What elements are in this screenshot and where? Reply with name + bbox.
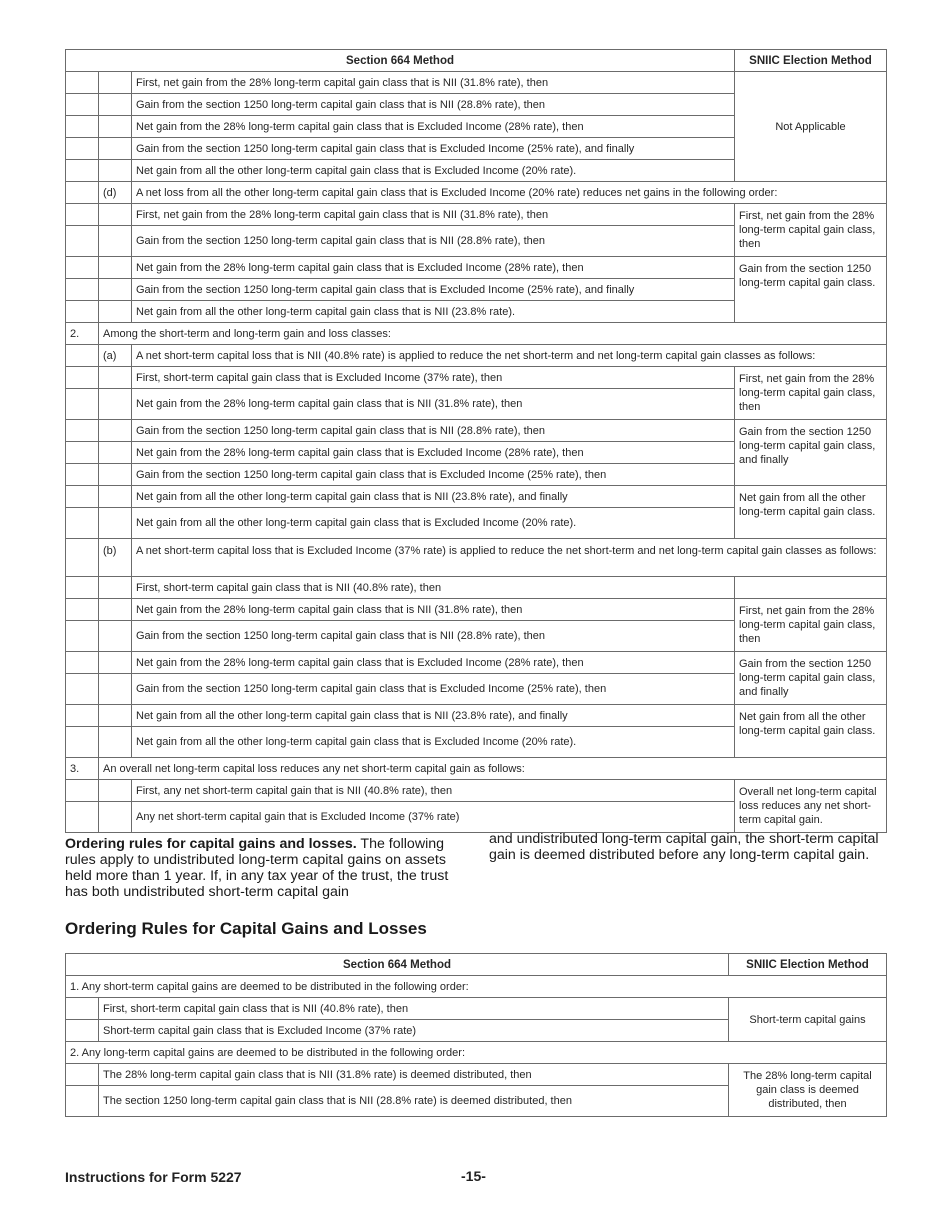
sniic-cell: Net gain from all the other long-term capital gain class. — [735, 486, 887, 539]
table-row — [66, 998, 887, 1020]
sniic-cell: First, net gain from the 28% long-term capital gain class, then — [735, 204, 887, 257]
ordering-rules-table — [65, 953, 887, 1117]
row-text: Net gain from the 28% long-term capital gain class that is NII (31.8% rate), then — [132, 599, 735, 621]
table-row — [66, 257, 887, 279]
row-text: Gain from the section 1250 long-term capital gain class that is NII (28.8% rate), then — [132, 420, 735, 442]
col-header-sniic: SNIIC Election Method — [735, 50, 887, 72]
row-text: First, net gain from the 28% long-term capital gain class that is NII (31.8% rate), then — [132, 72, 735, 94]
sniic-cell-empty — [735, 577, 887, 599]
col-header-section-664: Section 664 Method — [66, 954, 729, 976]
row-text: Gain from the section 1250 long-term capital gain class that is Excluded Income (25% rate), and finally — [132, 138, 735, 160]
row-text: The section 1250 long-term capital gain class that is NII (28.8% rate) is deemed distributed, then — [99, 1086, 729, 1117]
row-text: Net gain from the 28% long-term capital gain class that is Excluded Income (28% rate), then — [132, 442, 735, 464]
sniic-cell: First, net gain from the 28% long-term capital gain class, then — [735, 599, 887, 652]
ordering-table-continued — [65, 49, 887, 833]
row-intro: A net loss from all the other long-term capital gain class that is Excluded Income (20% rate) reduces net gains in the following order: — [132, 182, 887, 204]
row-text: Net gain from the 28% long-term capital gain class that is Excluded Income (28% rate), then — [132, 652, 735, 674]
table-row — [66, 1042, 887, 1064]
table-row — [66, 577, 887, 599]
row-text: Net gain from all the other long-term capital gain class that is NII (23.8% rate). — [132, 301, 735, 323]
row-text: Gain from the section 1250 long-term capital gain class that is Excluded Income (25% rate), then — [132, 674, 735, 705]
section-heading: Ordering Rules for Capital Gains and Losses — [65, 919, 427, 938]
row-text: First, short-term capital gain class that is NII (40.8% rate), then — [132, 577, 735, 599]
row-text: Short-term capital gain class that is Excluded Income (37% rate) — [99, 1020, 729, 1042]
row-intro: 2. Any long-term capital gains are deemed to be distributed in the following order: — [66, 1042, 887, 1064]
row-text: First, short-term capital gain class that is NII (40.8% rate), then — [99, 998, 729, 1020]
col-header-section-664: Section 664 Method — [66, 50, 735, 72]
row-text: Net gain from all the other long-term capital gain class that is Excluded Income (20% rate). — [132, 727, 735, 758]
col-header-sniic: SNIIC Election Method — [729, 954, 887, 976]
form-title: Instructions for Form 5227 — [65, 1169, 242, 1185]
sniic-cell: The 28% long-term capital gain class is deemed distributed, then — [729, 1064, 887, 1117]
row-text: Gain from the section 1250 long-term capital gain class that is NII (28.8% rate), then — [132, 226, 735, 257]
table-row — [66, 420, 887, 442]
row-text: Gain from the section 1250 long-term capital gain class that is NII (28.8% rate), then — [132, 94, 735, 116]
sniic-cell: Short-term capital gains — [729, 998, 887, 1042]
table-row — [66, 486, 887, 508]
row-text: Net gain from the 28% long-term capital gain class that is Excluded Income (28% rate), then — [132, 257, 735, 279]
row-text: Gain from the section 1250 long-term capital gain class that is Excluded Income (25% rate), and finally — [132, 279, 735, 301]
row-intro: An overall net long-term capital loss reduces any net short-term capital gain as follows: — [99, 758, 887, 780]
table-row — [66, 652, 887, 674]
table-row — [66, 367, 887, 389]
table-row — [66, 204, 887, 226]
row-text: The 28% long-term capital gain class that is NII (31.8% rate) is deemed distributed, then — [99, 1064, 729, 1086]
row-text: Net gain from all the other long-term capital gain class that is NII (23.8% rate), and finally — [132, 705, 735, 727]
row-text: Net gain from the 28% long-term capital gain class that is Excluded Income (28% rate), then — [132, 116, 735, 138]
row-text: First, any net short-term capital gain that is NII (40.8% rate), then — [132, 780, 735, 802]
item-number: 2. — [66, 323, 99, 345]
table-row — [66, 599, 887, 621]
page-number: -15- — [461, 1168, 486, 1184]
row-text: Any net short-term capital gain that is Excluded Income (37% rate) — [132, 802, 735, 833]
table-header-row — [66, 954, 887, 976]
sniic-cell: Gain from the section 1250 long-term capital gain class. — [735, 257, 887, 323]
ordering-rules-paragraph-continued: and undistributed long-term capital gain, the short-term capital gain is deemed distributed before any long-term capital gain. — [489, 831, 879, 863]
sniic-cell: First, net gain from the 28% long-term capital gain class, then — [735, 367, 887, 420]
row-text: Gain from the section 1250 long-term capital gain class that is Excluded Income (25% rate), then — [132, 464, 735, 486]
row-text: Net gain from all the other long-term capital gain class that is NII (23.8% rate), and finally — [132, 486, 735, 508]
ordering-rules-paragraph — [65, 836, 460, 900]
row-text: Net gain from all the other long-term capital gain class that is Excluded Income (20% rate). — [132, 508, 735, 539]
sniic-cell: Not Applicable — [735, 72, 887, 182]
table-row — [66, 1064, 887, 1086]
sniic-cell: Gain from the section 1250 long-term capital gain class, and finally — [735, 652, 887, 705]
table-row — [66, 345, 887, 367]
row-text: First, net gain from the 28% long-term capital gain class that is NII (31.8% rate), then — [132, 204, 735, 226]
row-intro: A net short-term capital loss that is NII (40.8% rate) is applied to reduce the net short-term and net long-term capital gain classes as follows: — [132, 345, 887, 367]
sniic-cell: Overall net long-term capital loss reduces any net short-term capital gain. — [735, 780, 887, 833]
item-label: (a) — [99, 345, 132, 367]
row-text: Net gain from all the other long-term capital gain class that is Excluded Income (20% rate). — [132, 160, 735, 182]
table-row — [66, 976, 887, 998]
table-row — [66, 780, 887, 802]
row-intro: 1. Any short-term capital gains are deemed to be distributed in the following order: — [66, 976, 887, 998]
table-row — [66, 323, 887, 345]
row-text: First, short-term capital gain class that is Excluded Income (37% rate), then — [132, 367, 735, 389]
table-row — [66, 758, 887, 780]
row-intro: A net short-term capital loss that is Excluded Income (37% rate) is applied to reduce the net short-term and net long-term capital gain classes as follows: — [132, 539, 887, 577]
table-row — [66, 72, 887, 94]
row-text: Gain from the section 1250 long-term capital gain class that is NII (28.8% rate), then — [132, 621, 735, 652]
paragraph-text: The following rules apply to undistributed long-term capital gains on assets held more than 1 year. If, in any tax year of the trust, the trust has both undistributed short-term capital gain — [65, 836, 449, 900]
row-intro: Among the short-term and long-term gain and loss classes: — [99, 323, 887, 345]
table-header-row — [66, 50, 887, 72]
sniic-cell: Net gain from all the other long-term capital gain class. — [735, 705, 887, 758]
paragraph-lead: Ordering rules for capital gains and losses. — [65, 836, 357, 852]
table-row — [66, 182, 887, 204]
item-label: (d) — [99, 182, 132, 204]
table-row — [66, 705, 887, 727]
sniic-cell: Gain from the section 1250 long-term capital gain class, and finally — [735, 420, 887, 486]
row-text: Net gain from the 28% long-term capital gain class that is NII (31.8% rate), then — [132, 389, 735, 420]
item-label: (b) — [99, 539, 132, 577]
table-row — [66, 539, 887, 577]
item-number: 3. — [66, 758, 99, 780]
